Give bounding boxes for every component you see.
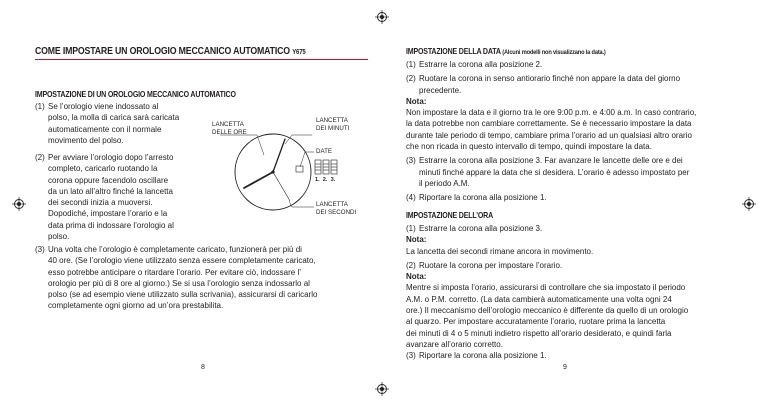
list-item: (1) Estrarre la corona alla posizione 3. [406,224,543,233]
time-steps [406,223,741,362]
registration-mark-icon [12,197,26,211]
list-item: (2) Per avviare l’orologio dopo l’arresto completo, caricarlo ruotando la corona oppure facendolo oscillare da un lato all’altro finché la lancetta dei secondi inizia a muoversi. Dopodiché, impostare l’orario e la data prima di indossare l’orologio al polso. [35,153,174,242]
list-item: (1) Estrarre la corona alla posizione 2. [406,60,543,69]
registration-mark-icon [375,10,389,24]
minute-hand-label: LANCETTA DEI MINUTI [316,117,350,132]
list-item: (3) Una volta che l’orologio è completamente caricato, funzionerà per più di 40 ore. (Se l’orologio viene utilizzato senza essere completamente caricato, esso potrebbe anticipare o ritardare l’orario. Per evitare ciò, indossare l’ orologio per più di 8 ore al giorno.) Se si usa l’orologio senza indossarlo al polso (se ad esempio viene utilizzato sulla scrivania), assicurarsi di caricarlo completamente ogni giorno ad un’ora prestabilita. [35,245,318,311]
crown-position-icon [315,160,337,174]
registration-mark-icon [742,197,756,211]
list-item: (1) Se l’orologio viene indossato al polso, la molla di carica sarà caricata automaticamente con il normale movimento del polso. [35,102,180,145]
model-number: Y675 [292,49,306,56]
page-number: 8 [201,364,205,371]
note-label: Nota: [406,96,427,106]
list-item: (4) Riportare la corona alla posizione 1. [406,193,547,203]
title-rule [35,59,368,60]
note-text: Mentre si imposta l’orario, assicurarsi di controllare che sia impostato il periodo A.M. o P.M. corretto. (La data cambierà automaticamente una volta ogni 24 ore.) Il meccanismo dell’orologio meccanico è differente da quello di un orologio al quarzo. Per impostare accuratamente l’orario, ruotare prima la lancetta dei minuti di 4 o 5 minuti indietro rispetto all’orario desiderato, e quindi farla avanzare all’orario corretto. [406,283,689,349]
page-title: COME IMPOSTARE UN OROLOGIO MECCANICO AUTOMATICO Y675 [35,46,306,57]
section-heading-automatic: IMPOSTAZIONE DI UN OROLOGIO MECCANICO AUTOMATICO [35,90,236,99]
note-text: Non impostare la data e il giorno tra le ore 9:00 p.m. e 4:00 a.m. In caso contrario, la data potrebbe non cambiare correttamente. Se è necessario impostare la data durante tale periodo di tempo, cambiare prima l’orario ad un qualsiasi altro orario che non ricada in questo intervallo di tempo, quindi impostare la data. [406,108,697,152]
second-hand-label: LANCETTA DEI SECONDI [316,201,357,216]
registration-mark-icon [375,382,389,396]
section-heading-date: IMPOSTAZIONE DELLA DATA (Alcuni modelli non visualizzano la data.) [406,47,606,56]
list-item: (3) Riportare la corona alla posizione 1. [406,351,547,361]
note-label: Nota: [406,235,427,245]
crown-positions: 1. 2. 3. [315,177,336,183]
date-label: DATE [316,148,333,155]
list-item: (2) Ruotare la corona per impostare l’orario. [406,260,563,270]
note-text: La lancetta dei secondi rimane ancora in movimento. [406,246,594,256]
page-number: 9 [563,364,567,371]
section-heading-time: IMPOSTAZIONE DELL’ORA [406,211,494,220]
date-steps [406,59,741,204]
hour-hand-label: LANCETTA DELLE ORE [212,121,247,136]
list-item: (2) Ruotare la corona in senso antiorario finché non appare la data del giorno precedente. [406,74,681,95]
list-item: (3) Estrarre la corona alla posizione 3. Far avanzare le lancette delle ore e dei minuti finché appare la data che si desidera. L’orario è adesso impostato per il periodo A.M. [406,156,690,188]
note-label: Nota: [406,272,427,282]
